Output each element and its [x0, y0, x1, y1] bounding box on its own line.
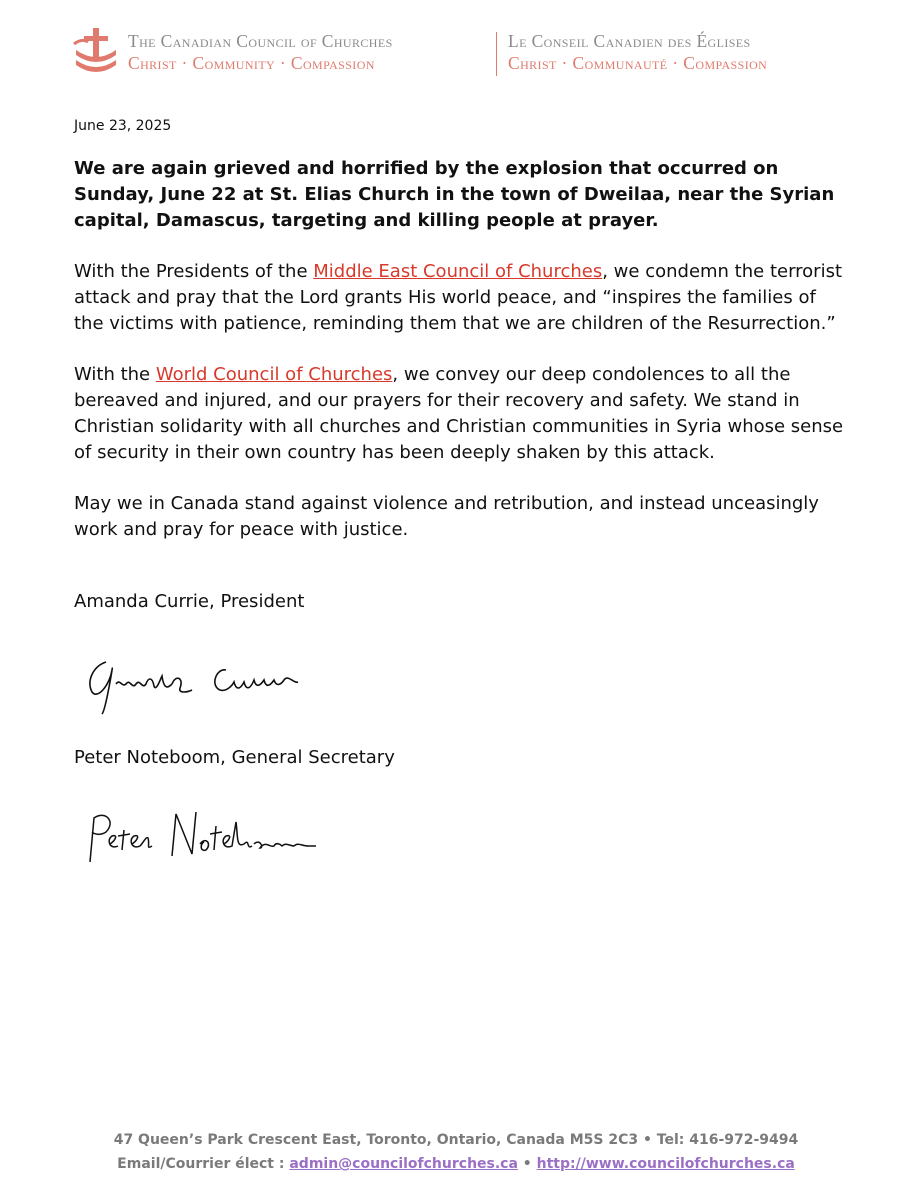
paragraph-mecc — [74, 259, 844, 337]
secretary-signature — [76, 800, 326, 870]
footer-contact — [0, 1152, 912, 1176]
footer-separator: • — [517, 1156, 537, 1172]
secretary-name: Peter Noteboom, General Secretary — [74, 747, 395, 768]
org-name-english — [128, 30, 393, 74]
cross-dove-logo-icon — [72, 24, 120, 78]
footer — [0, 1128, 912, 1176]
p2-text-before: With the Presidents of the — [74, 261, 314, 282]
p3-text-before: With the — [74, 364, 156, 385]
email-label: Email/Courrier élect : — [117, 1156, 290, 1172]
paragraph-closing: May we in Canada stand against violence and retribution, and instead unceasingly work and pray for peace with justice. — [74, 493, 819, 540]
p3-text-after: , we convey our deep condolences to all the bereaved and injured, and our prayers for their recovery and safety. We stand in Christian solidarity with all churches and Christian communities in Syria whose sense of security in their own country has been deeply shaken by this attack. — [74, 364, 844, 463]
email-link[interactable]: admin@councilofchurches.ca — [289, 1156, 518, 1172]
p2-text-after: , we condemn the terrorist attack and pray that the Lord grants His world peace, and “inspires the families of the victims with patience, reminding them that we are children of the Resurrection.” — [74, 261, 843, 334]
wcc-link[interactable]: World Council of Churches — [155, 364, 393, 385]
org-motto-fr: Christ · Communauté · Compassion — [508, 53, 768, 73]
letter-body — [74, 156, 844, 568]
letter-date: June 23, 2025 — [74, 118, 172, 134]
org-name-fr: Le Conseil Canadien des Églises — [508, 31, 751, 51]
lead-paragraph: We are again grieved and horrified by the explosion that occurred on Sunday, June 22 at St. Elias Church in the town of Dweilaa, near the Syrian capital, Damascus, targeting and killing people at prayer. — [74, 158, 835, 231]
org-name-en: The Canadian Council of Churches — [128, 31, 393, 51]
org-name-french — [508, 30, 767, 74]
letterhead — [72, 22, 872, 82]
letterhead-divider — [496, 32, 497, 76]
mecc-link[interactable]: Middle East Council of Churches — [313, 261, 603, 282]
president-name: Amanda Currie, President — [74, 591, 305, 612]
paragraph-wcc — [74, 362, 844, 466]
footer-address: 47 Queen’s Park Crescent East, Toronto, Ontario, Canada M5S 2C3 • Tel: 416-972-9494 — [113, 1132, 799, 1148]
website-link[interactable]: http://www.councilofchurches.ca — [536, 1156, 795, 1172]
org-motto-en: Christ · Community · Compassion — [128, 53, 375, 73]
president-signature — [76, 640, 316, 720]
